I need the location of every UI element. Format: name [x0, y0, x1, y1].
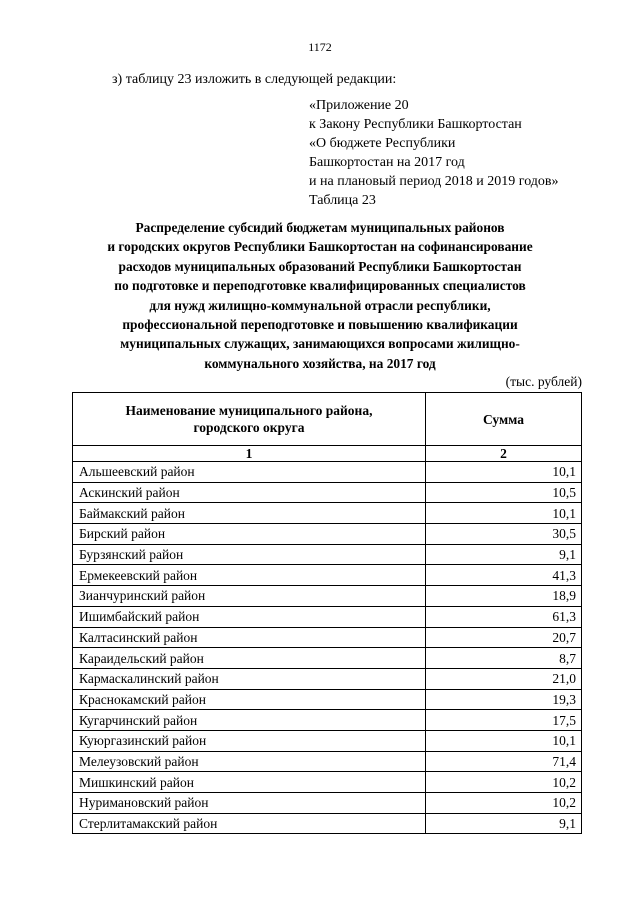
sum-cell: 10,2 [426, 772, 582, 793]
district-name-cell: Мелеузовский район [73, 751, 426, 772]
district-name-cell: Кугарчинский район [73, 710, 426, 731]
table-row [73, 565, 582, 586]
district-name-cell: Куюргазинский район [73, 730, 426, 751]
sum-cell: 30,5 [426, 524, 582, 545]
intro-text: з) таблицу 23 изложить в следующей редакции: [112, 72, 397, 87]
appendix-line: Башкортостан на 2017 год [309, 155, 465, 170]
table-row [73, 503, 582, 524]
sum-cell: 10,1 [426, 503, 582, 524]
title-line: коммунального хозяйства, на 2017 год [204, 355, 436, 371]
table-row [73, 813, 582, 834]
appendix-line: «Приложение 20 [309, 98, 409, 113]
sum-cell: 9,1 [426, 544, 582, 565]
header-name-column [73, 393, 426, 446]
district-name-cell: Нуримановский район [73, 793, 426, 814]
sum-cell: 71,4 [426, 751, 582, 772]
district-name-cell: Ермекеевский район [73, 565, 426, 586]
district-name-cell: Баймакский район [73, 503, 426, 524]
table-row [73, 793, 582, 814]
title-line: муниципальных служащих, занимающихся вопросами жилищно- [120, 336, 520, 352]
title-line: для нужд жилищно-коммунальной отрасли республики, [149, 297, 491, 313]
district-name-cell: Кармаскалинский район [73, 668, 426, 689]
title-line: по подготовке и переподготовке квалифицированных специалистов [114, 278, 526, 294]
sum-cell: 19,3 [426, 689, 582, 710]
district-name-cell: Аскинский район [73, 482, 426, 503]
sum-cell: 21,0 [426, 668, 582, 689]
header-name-line: городского округа [193, 420, 305, 435]
appendix-line: к Закону Республики Башкортостан [309, 117, 522, 132]
sum-cell: 8,7 [426, 648, 582, 669]
district-name-cell: Калтасинский район [73, 627, 426, 648]
column-number: 1 [73, 446, 426, 462]
district-name-cell: Мишкинский район [73, 772, 426, 793]
header-sum-column: Сумма [426, 393, 582, 446]
sum-cell: 10,1 [426, 730, 582, 751]
appendix-line: и на плановый период 2018 и 2019 годов» [309, 174, 559, 189]
table-row [73, 730, 582, 751]
district-name-cell: Ишимбайский район [73, 606, 426, 627]
page-number: 1172 [308, 40, 332, 54]
table-row [73, 544, 582, 565]
title-line: расходов муниципальных образований Республики Башкортостан [118, 258, 522, 274]
appendix-header [309, 96, 559, 210]
district-name-cell: Караидельский район [73, 648, 426, 669]
sum-cell: 10,2 [426, 793, 582, 814]
district-name-cell: Бурзянский район [73, 544, 426, 565]
table-row [73, 689, 582, 710]
table-row [73, 668, 582, 689]
subsidy-table [72, 392, 582, 834]
table-row [73, 710, 582, 731]
units-label: (тыс. рублей) [505, 374, 582, 389]
table-row [73, 606, 582, 627]
district-name-cell: Краснокамский район [73, 689, 426, 710]
district-name-cell: Бирский район [73, 524, 426, 545]
table-body [73, 462, 582, 834]
district-name-cell: Стерлитамакский район [73, 813, 426, 834]
header-name-line: Наименование муниципального района, [125, 403, 373, 418]
appendix-line: «О бюджете Республики [309, 136, 456, 151]
sum-cell: 17,5 [426, 710, 582, 731]
table-header-row [73, 393, 582, 446]
sum-cell: 20,7 [426, 627, 582, 648]
sum-cell: 10,1 [426, 462, 582, 483]
district-name-cell: Зианчуринский район [73, 586, 426, 607]
sum-cell: 61,3 [426, 606, 582, 627]
column-number-row [73, 446, 582, 462]
title-line: профессиональной переподготовке и повышению квалификации [122, 317, 518, 333]
sum-cell: 10,5 [426, 482, 582, 503]
table-row [73, 772, 582, 793]
title-line: и городских округов Республики Башкортостан на софинансирование [107, 239, 533, 255]
appendix-line: Таблица 23 [309, 193, 376, 208]
table-row [73, 462, 582, 483]
district-name-cell: Альшеевский район [73, 462, 426, 483]
table-row [73, 627, 582, 648]
table-row [73, 586, 582, 607]
document-title [60, 218, 580, 373]
sum-cell: 41,3 [426, 565, 582, 586]
sum-cell: 18,9 [426, 586, 582, 607]
table-row [73, 648, 582, 669]
table-row [73, 482, 582, 503]
title-line: Распределение субсидий бюджетам муниципальных районов [135, 220, 505, 235]
column-number: 2 [426, 446, 582, 462]
sum-cell: 9,1 [426, 813, 582, 834]
table-row [73, 524, 582, 545]
table-row [73, 751, 582, 772]
